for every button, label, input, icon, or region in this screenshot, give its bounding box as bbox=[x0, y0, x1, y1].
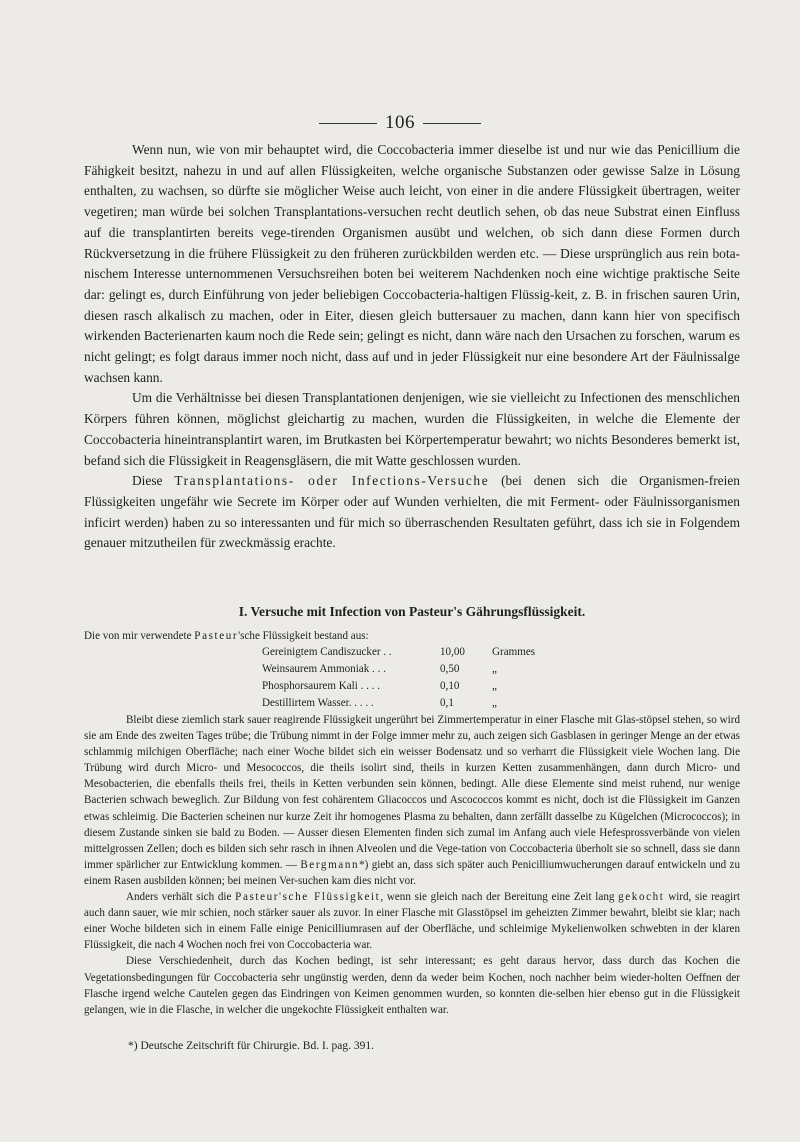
ingredient-name: Destillirtem Wasser. . . . . bbox=[262, 697, 374, 709]
ingredient-name: Phosphorsaurem Kali . . . . bbox=[262, 680, 381, 692]
ingredient-unit: Grammes bbox=[492, 646, 536, 658]
recipe-list bbox=[262, 644, 562, 712]
small-paragraph-2-lead: Anders verhält sich die bbox=[126, 891, 236, 904]
recipe-intro bbox=[84, 628, 740, 644]
main-text bbox=[84, 140, 740, 554]
ingredient-amount: 0,50 bbox=[440, 663, 460, 675]
paragraph-3-text: (bei denen sich die Organismen-freien Flüssigkeiten ungefähr wie Secrete im Körper oder auf Wunden verhielten, die mit Ferment- oder Fäulnissorganismen inficirt werden) haben zu so interessanten und für mich so überraschenden Resultaten geführt, dass ich sie in Folgendem genauer mitzutheilen für zweckmässig erachte. bbox=[84, 473, 740, 551]
recipe-row bbox=[262, 695, 562, 712]
ingredient-amount: 0,10 bbox=[440, 680, 460, 692]
recipe-row bbox=[262, 661, 562, 678]
small-paragraph-1-tail: *) giebt an, dass sich später auch Penicilliumwucherungen darauf entwickeln und zu einem Rasen ausbilden können; bei meinen Ver-suchen kam dies nicht vor. bbox=[84, 858, 740, 887]
paragraph-3-emphasis: Transplantations- oder Infections-Versuche bbox=[174, 473, 490, 489]
recipe-row bbox=[262, 644, 562, 661]
ingredient-amount: 10,00 bbox=[440, 646, 465, 658]
recipe-intro-emphasis: Pasteur bbox=[194, 630, 239, 642]
header-rule-right bbox=[423, 123, 481, 124]
page-header bbox=[0, 112, 800, 134]
small-paragraph-2-emphasis-2: gekocht bbox=[618, 891, 665, 904]
recipe-row bbox=[262, 678, 562, 695]
paragraph-2: Um die Verhältnisse bei diesen Transplantationen denjenigen, wie sie vielleicht zu Infectionen des menschlichen Körpers führen können, möglichst gleichartig zu machen, wurden die Flüssigkeiten, in welche die Elemente der Coccobacteria hineintransplantirt waren, im Brutkasten bei Körpertemperatur bewahrt; wo nichts Besonderes bemerkt ist, befand sich die Flüssigkeit in Reagensgläsern, die mit Watte geschlossen wurden. bbox=[84, 390, 740, 468]
small-text-block bbox=[84, 712, 740, 1018]
ingredient-name: Gereinigtem Candiszucker . . bbox=[262, 646, 392, 658]
small-paragraph-2 bbox=[84, 889, 740, 953]
ingredient-amount: 0,1 bbox=[440, 697, 454, 709]
small-paragraph-2-tail: wird, sie reagirt auch dann sauer, wie mir schien, noch stärker sauer als zuvor. In einer Flasche mit Glasstöpsel im geheizten Zimmer bewahrt, bleibt sie klar; nach einer Woche bildeten sich in einem Falle einige Penicilliumrasen auf der Oberfläche, und schleimige Mykelienwolken schwebten in der klaren Flüssigkeit, die nach 4 Wochen noch frei von Coccobacteria war. bbox=[84, 891, 741, 952]
paragraph-3-lead: Diese bbox=[132, 473, 175, 489]
recipe-intro-text: 'sche Flüssigkeit bestand aus: bbox=[238, 630, 369, 642]
paragraph-1: Wenn nun, wie von mir behauptet wird, die Coccobacteria immer dieselbe ist und nur wie das Penicillium die Fähigkeit besitzt, nahezu in und auf allen Flüssigkeiten, welche organische Substanzen oder gewisse Salze in Lösung enthalten, zu wachsen, so dürfte sie möglicher Weise auch leicht, von einer in die andere Flüssigkeit übertragen, weiter vegetiren; man würde bei solchen Transplantations-versuchen recht deutlich sehen, ob das neue Substrat einen Einfluss auf die transplantirten bereits vege-tirenden Organismen ausübt und welchen, ob sich dann diese Formen durch Rückversetzung in die frühere Flüssigkeit zu den früheren zurückbilden werden etc. — Diese ursprünglich aus rein bota-nischem Interesse unternommenen Versuchsreihen boten bei weiterem Nachdenken noch eine wichtige praktische Seite dar: gelingt es, durch Einführung von jeder beliebigen Coccobacteria-haltigen Flüssig-keit, z. B. in frischen sauren Urin, diesen rasch alkalisch zu machen, oder in Eiter, diesen gleich buttersauer zu machen, dann kann hier von specifisch wirkenden Bacterienarten kaum noch die Rede sein; gelingt es nicht, dann wäre nach den Ursachen zu forschen, warum es nicht gelingt; es folgt daraus immer noch nicht, dass auf und in jeder Flüssigkeit nur eine besondere Art der Fäulnissalge wachsen kann. bbox=[84, 142, 740, 385]
small-paragraph-3: Diese Verschiedenheit, durch das Kochen bedingt, ist sehr interessant; es geht daraus hervor, dass durch das Kochen die Vegetationsbedingungen für Coccobacteria sehr ungünstig werden, denn da weder beim Kochen, noch nachher beim wieder-holten Oeffnen der Flasche irgend welche Cautelen gegen das Eindringen von Keimen genommen wurden, so konnten die-selben hier ebenso gut in die Flüssigkeit gelangen, wie in die Flasche, in welcher die ungekochte Flüssigkeit enthalten war. bbox=[84, 955, 740, 1016]
small-paragraph-1 bbox=[84, 712, 740, 889]
section-title: I. Versuche mit Infection von Pasteur's Gährungsflüssigkeit. bbox=[238, 604, 586, 619]
page-number: 106 bbox=[385, 112, 415, 133]
paragraph-3 bbox=[84, 471, 740, 554]
small-paragraph-2-emphasis: Pasteur'sche Flüssigkeit bbox=[235, 891, 381, 904]
ingredient-unit: „ bbox=[492, 697, 497, 709]
small-paragraph-1-emphasis: Bergmann bbox=[300, 858, 360, 871]
small-paragraph-1-text: Bleibt diese ziemlich stark sauer reagirende Flüssigkeit ungerührt bei Zimmertemperatur in einer Flasche mit Glas-stöpsel stehen, so wird sie am Ende des zweiten Tages trübe; die Trübung nimmt in der Folge immer mehr zu, auch zeigen sich Gasblasen in geringer Menge an der etwas schlammig milchigen Oberfläche; nach einer Woche bildet sich ein weisser Bodensatz und so verharrt die Flüssigkeit viele Wochen lang. Die Trübung wird durch Micro- und Mesococcos, die theils isolirt sind, theils in kurzen Ketten zusammenhängen, dann durch Micro- und Mesobacterien, die ebenfalls theils frei, theils in Ketten verbunden sein können, bedingt. Alle diese Elemente sind meist ruhend, nur wenige Bacterien schwach beweglich. Zur Bildung von fest cohärentem Gliacoccos und Ascococcos kommt es nicht, doch ist die Flüssigkeit im Ganzen etwas schleimig. Die Bacterien scheinen nur kurze Zeit ihr homogenes Plasma zu behalten, dann zerfällt dasselbe zu Kügelchen (Micrococcos); in diesem Zustande sinken sie bald zu Boden. — Ausser diesen Elementen finden sich zumal im Anfang auch viele Hefesprossverbände von vielen mittelgrossen Zellen; doch es bilden sich sehr rasch in ihnen Alveolen und die Vege-tation von Coccobacteria überholt sie so schnell, dass sie dann immer spärlicher zur Entwicklung kommen. — bbox=[84, 714, 740, 871]
ingredient-unit: „ bbox=[492, 680, 497, 692]
small-paragraph-2-text: , wenn sie gleich nach der Bereitung eine Zeit lang bbox=[380, 891, 619, 904]
recipe-intro-lead: Die von mir verwendete bbox=[84, 630, 195, 642]
ingredient-name: Weinsaurem Ammoniak . . . bbox=[262, 663, 386, 675]
ingredient-unit: „ bbox=[492, 663, 497, 675]
header-rule-left bbox=[319, 123, 377, 124]
footnote: *) Deutsche Zeitschrift für Chirurgie. Bd. I. pag. 391. bbox=[128, 1040, 375, 1052]
